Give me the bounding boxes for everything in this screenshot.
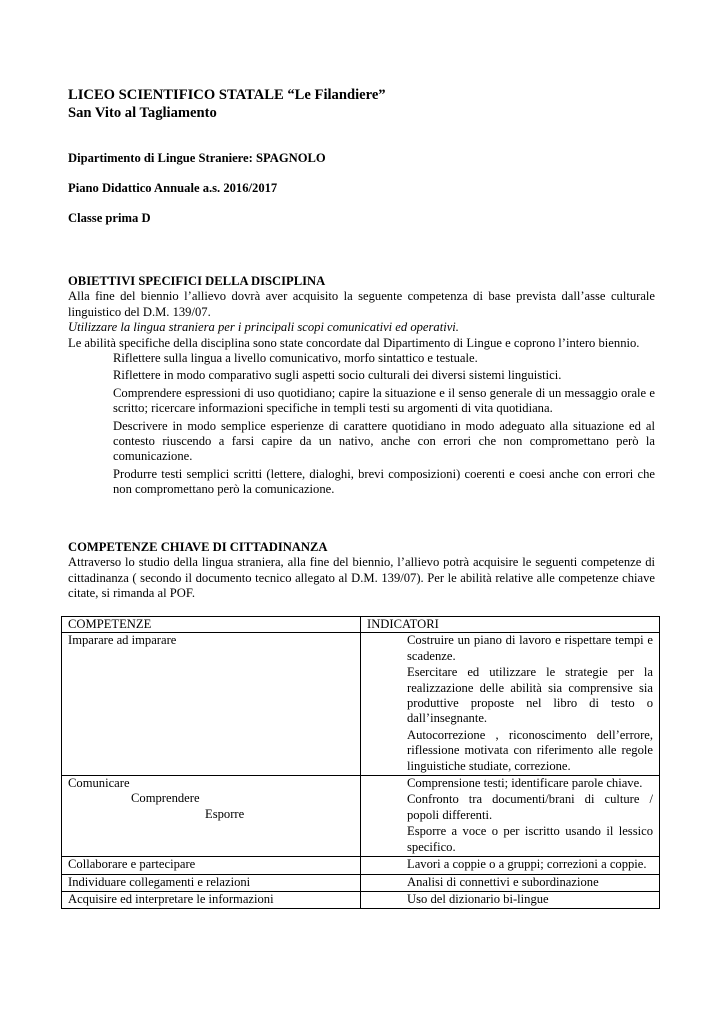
competenza-label: Comunicare [68,776,130,791]
indicatore: Analisi di connettivi e subordinazione [407,874,599,889]
objectives-list [68,351,655,498]
indicatore: Confronto tra documenti/brani di culture / popoli differenti. [407,792,653,822]
indicatori-cell [361,776,660,857]
objectives-italic: Utilizzare la lingua straniera per i principali scopi comunicativi ed operativi. [68,320,459,335]
plan-line: Piano Didattico Annuale a.s. 2016/2017 [68,181,278,195]
competenza-cell [62,776,361,857]
table-row [62,891,660,908]
indicatori-cell [361,633,660,776]
objectives-intro: Alla fine del biennio l’allievo dovrà aver acquisito la seguente competenza di base prevista dall’asse culturale linguistico del D.M. 139/07. [68,289,655,319]
indicatore: Esporre a voce o per iscritto usando il lessico specifico. [407,824,653,854]
competences-table [61,616,660,909]
table-row [62,874,660,891]
competences-title: COMPETENZE CHIAVE DI CITTADINANZA [68,540,328,554]
list-item: Descrivere in modo semplice esperienze di carattere quotidiano in modo adeguato alla situazione ed al contesto riuscendo a farsi capire da un nativo, anche con errori che non compromettano però la comunicazione. [113,418,655,464]
indicatori-cell [361,857,660,874]
list-item: Riflettere in modo comparativo sugli aspetti socio culturali dei diversi sistemi linguistici. [113,368,562,383]
indicatori-cell [361,891,660,908]
class-line: Classe prima D [68,211,151,225]
school-title: LICEO SCIENTIFICO STATALE “Le Filandiere” [68,87,386,103]
objectives-title: OBIETTIVI SPECIFICI DELLA DISCIPLINA [68,274,326,288]
competenza-sub-label: Comprendere [131,791,200,806]
competenza-cell: Collaborare e partecipare [62,857,361,874]
indicatori-cell [361,874,660,891]
competences-section [68,540,655,602]
indicatore: Comprensione testi; identificare parole chiave. [407,776,643,791]
indicatore: Esercitare ed utilizzare le strategie per la realizzazione delle abilità sia comprensive sia produttive proposte nel libro di testo o dall’insegnante. [407,665,653,726]
school-city: San Vito al Tagliamento [68,105,217,121]
competenza-cell: Individuare collegamenti e relazioni [62,874,361,891]
competences-intro: Attraverso lo studio della lingua straniera, alla fine del biennio, l’allievo potrà acquisire le seguenti competenze di cittadinanza ( secondo il documento tecnico allegato al D.M. 139/07). Per le abilità relative alle competenze chiave citate, si rimanda al POF. [68,555,655,601]
column-header-indicatori: INDICATORI [361,617,660,633]
table-row [62,776,660,857]
table-row [62,633,660,776]
column-header-competenze: COMPETENZE [62,617,361,633]
objectives-agreed: Le abilità specifiche della disciplina sono state concordate dal Dipartimento di Lingue e coprono l’intero biennio. [68,335,640,350]
list-item: Produrre testi semplici scritti (lettere, dialoghi, brevi composizioni) coerenti e coesi anche con errori che non compromettano però la comunicazione. [113,466,655,497]
indicatore: Lavori a coppie o a gruppi; correzioni a coppie. [407,857,647,872]
competenza-cell: Imparare ad imparare [62,633,361,776]
competenza-sub-label: Esporre [205,806,245,821]
list-item: Riflettere sulla lingua a livello comunicativo, morfo sintattico e testuale. [113,351,478,366]
indicatore: Costruire un piano di lavoro e rispettare tempi e scadenze. [407,633,653,663]
indicatore: Autocorrezione , riconoscimento dell’errore, riflessione motivata con riferimento alle regole linguistiche studiate, correzione. [407,727,653,773]
table-row [62,857,660,874]
indicatore: Uso del dizionario bi-lingue [407,891,549,906]
competenza-cell: Acquisire ed interpretare le informazioni [62,891,361,908]
department-line: Dipartimento di Lingue Straniere: SPAGNOLO [68,151,326,165]
list-item: Comprendere espressioni di uso quotidiano; capire la situazione e il senso generale di un messaggio orale e scritto; ricercare informazioni specifiche in templi testi su argomenti di vita quotidiana. [113,385,655,416]
table-header-row [62,617,660,633]
objectives-section [68,274,655,500]
